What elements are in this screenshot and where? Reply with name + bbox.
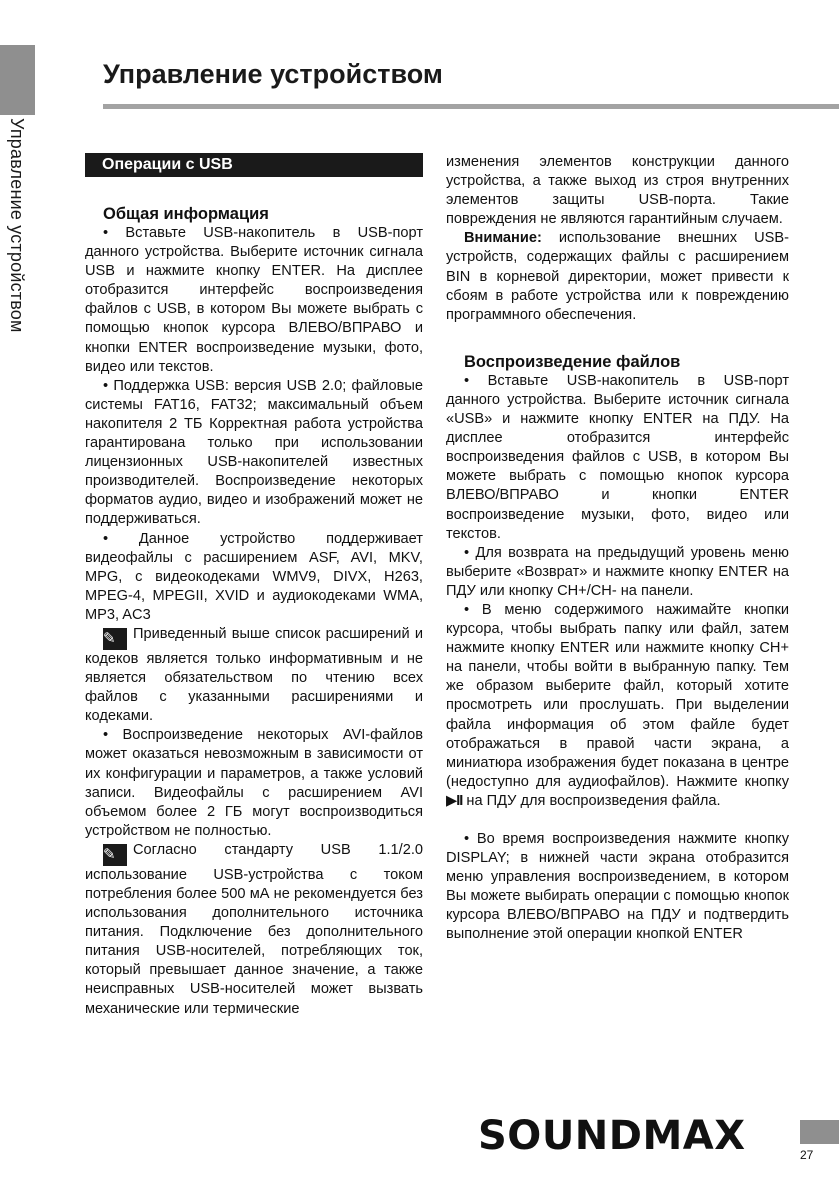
paragraph-continued: изменения элементов конструкции данного устройства, а также выход из строя внутренних элементов защиты USB-порта. Такие повреждения не являются гарантийным случаем. xyxy=(446,154,789,228)
paragraph-playback-insert: • Вставьте USB-накопитель в USB-порт данного устройства. Выберите источник сигнала «USB» и нажмите кнопку ENTER на ПДУ. На дисплее отобразится интерфейс воспроизведения файлов с USB, в котором Вы можете выбрать с помощью кнопок курсора ВЛЕВО/ВПРАВО и кнопки ENTER воспроизведение музыки, фото, видео или текстов. xyxy=(446,372,789,542)
note-usb-standard xyxy=(85,841,423,1019)
note-pencil-icon: ✎ xyxy=(103,628,127,650)
paragraph-content-menu: • В меню содержимого нажимайте кнопки курсора, чтобы выбрать папку или файл, затем нажмите кнопку ENTER или нажмите кнопку CH+ на панели, чтобы войти в выбранную папку. Тем же образом выберите файл, который хотите просмотреть или прослушать. При выделении файла информация об этом файле будет отображаться в правой части экрана, а миниатюра изображения будет показана в центре (недоступно для аудиофайлов). Нажмите кнопку ▶II на ПДУ для воспроизведения файла. xyxy=(446,601,789,809)
play-pause-icon: ▶II xyxy=(446,792,463,809)
right-column xyxy=(446,153,789,945)
paragraph-avi: • Воспроизведение некоторых AVI-файлов может оказаться невозможным в зависимости от их конфигурации и параметров, а также условий записи. Видеофайлы с расширением AVI объемом более 2 ГБ могут воспроизводиться устройством не полностью. xyxy=(85,727,423,839)
warning-label: Внимание: xyxy=(464,230,542,247)
subsection-title-general: Общая информация xyxy=(103,205,269,223)
note-extensions-text: Приведенный выше список расширений и кодеков является только информативным и не является обязательством по чтению всех файлов с указанными расширениями и кодеками. xyxy=(85,625,423,725)
paragraph-formats: • Данное устройство поддерживает видеофайлы с расширением ASF, AVI, MKV, MPG, с видеокодеками WMV9, DIVX, H263, MPEG-4, MPEGII, XVID и аудиокодеками WMA, MP3, AC3 xyxy=(85,530,423,623)
page-number: 27 xyxy=(800,1148,814,1162)
paragraph-warning xyxy=(446,229,789,324)
paragraph-usb-support: • Поддержка USB: версия USB 2.0; файловые системы FAT16, FAT32; максимальный объем накопителя 2 ТБ Корректная работа устройства гарантирована только при использовании лицензионных USB-накопителей известных производителей. Воспроизведение некоторых форматов аудио, видео и изображений может не поддерживаться. xyxy=(85,377,423,528)
page-title: Управление устройством xyxy=(103,59,443,89)
paragraph-display: • Во время воспроизведения нажмите кнопку DISPLAY; в нижней части экрана отобразится меню управления воспроизведением, в котором Вы можете выбирать операции с помощью кнопок курсора ВЛЕВО/ВПРАВО на ПДУ и подтвердить выполнение этой операции кнопкой ENTER xyxy=(446,831,789,943)
page-tab-marker xyxy=(800,1120,839,1144)
paragraph-insert-usb: • Вставьте USB-накопитель в USB-порт данного устройства. Выберите источник сигнала USB и нажмите кнопку ENTER. На дисплее отобразится интерфейс воспроизведения файлов с USB, в котором Вы можете выбрать с помощью кнопок курсора ВЛЕВО/ВПРАВО и кнопки ENTER воспроизведение музыки, фото, видео или текстов. xyxy=(85,225,423,375)
header-divider xyxy=(103,104,839,109)
note-pencil-icon: ✎ xyxy=(103,844,127,866)
paragraph-return: • Для возврата на предыдущий уровень меню выберите «Возврат» и нажмите кнопку ENTER на ПДУ или кнопку CH+/CH- на панели. xyxy=(446,544,789,599)
side-tab-marker xyxy=(0,45,35,115)
left-column xyxy=(85,153,423,1019)
side-chapter-title: Управление устройством xyxy=(7,118,27,333)
section-title-bar: Операции с USB xyxy=(85,153,423,177)
brand-logo: SOUNDMAX xyxy=(478,1113,746,1159)
warning-text: использование внешних USB-устройств, содержащих файлы с расширением BIN в корневой директории, может привести к сбоям в работе устройства или к повреждению программного обеспечения. xyxy=(446,230,789,323)
subsection-title-playback: Воспроизведение файлов xyxy=(464,352,681,371)
note-usb-standard-text: Согласно стандарту USB 1.1/2.0 использование USB-устройства с током потребления более 500 мА не рекомендуется без использования дополнительного источника питания. Подключение без дополнительного питания USB-носителей, потребляющих ток, который превышает данное значение, а также неисправных USB-носителей может вызвать механические или термические xyxy=(85,841,423,1017)
note-extensions xyxy=(85,625,423,726)
